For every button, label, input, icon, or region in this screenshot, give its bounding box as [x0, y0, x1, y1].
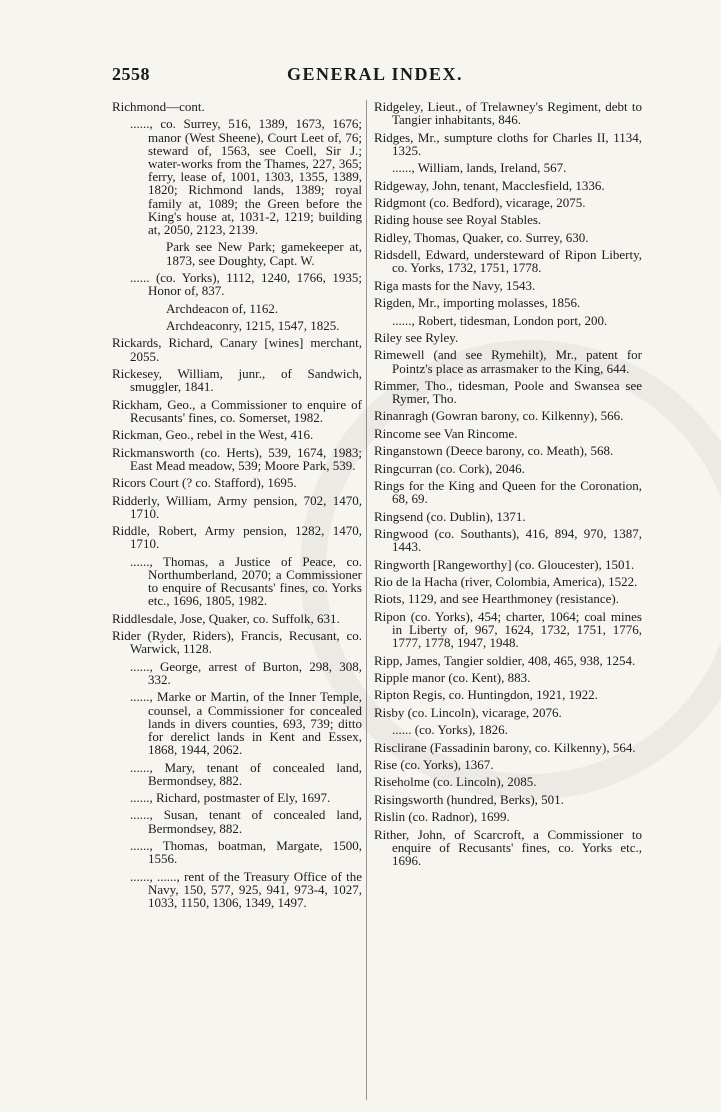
index-entry: Ridges, Mr., sumpture cloths for Charles II, 1134, 1325.: [374, 129, 642, 158]
index-entry: Ridgeley, Lieut., of Trelawney's Regiment, debt to Tangier inhabitants, 846.: [374, 99, 642, 128]
index-entry: Risby (co. Lincoln), vicarage, 2076.: [374, 704, 562, 720]
index-entry: Park see New Park; gamekeeper at, 1873, see Doughty, Capt. W.: [166, 239, 362, 268]
index-entry: Rings for the King and Queen for the Coronation, 68, 69.: [374, 478, 642, 507]
index-entry: Rickmansworth (co. Herts), 539, 1674, 1983; East Mead meadow, 539; Moore Park, 539.: [112, 444, 362, 473]
index-entry: Rise (co. Yorks), 1367.: [374, 756, 494, 772]
index-entry: Rislin (co. Radnor), 1699.: [374, 809, 510, 825]
index-entry: ......, co. Surrey, 516, 1389, 1673, 1676; manor (West Sheene), Court Leet of, 76; steward of, 1563, see Coell, Sir J.; water-works from the Thames, 227, 365; ferry, lease of, 1001, 1303, 1355, 1389, 1820; Richmond lands, 1389; royal family at, 1089; the Green before the King's house at, 1031-2, 1219; building at, 2050, 2123, 2139.: [130, 116, 362, 238]
index-entry: Riddlesdale, Jose, Quaker, co. Suffolk, 631.: [112, 610, 340, 626]
index-entry: Ripton Regis, co. Huntingdon, 1921, 1922.: [374, 687, 598, 703]
index-entry: ...... (co. Yorks), 1826.: [392, 722, 508, 738]
index-entry: ......, Thomas, boatman, Margate, 1500, 1556.: [130, 838, 362, 867]
index-entry: ......, Richard, postmaster of Ely, 1697.: [130, 790, 331, 806]
page-number: 2558: [112, 64, 150, 84]
index-entry: Rickards, Richard, Canary [wines] merchant, 2055.: [112, 335, 362, 364]
page-header: [112, 64, 652, 90]
index-entry: ......, ......, rent of the Treasury Office of the Navy, 150, 577, 925, 941, 973-4, 1027, 1033, 1150, 1306, 1349, 1497.: [130, 868, 362, 911]
index-entry: Rickham, Geo., a Commissioner to enquire of Recusants' fines, co. Somerset, 1982.: [112, 396, 362, 425]
index-entry: Rigden, Mr., importing molasses, 1856.: [374, 295, 581, 311]
index-entry: Archdeaconry, 1215, 1547, 1825.: [166, 317, 340, 333]
index-entry: Archdeacon of, 1162.: [166, 300, 279, 316]
index-entry: Rinanragh (Gowran barony, co. Kilkenny), 566.: [374, 408, 624, 424]
index-entry: Richmond—cont.: [112, 99, 205, 114]
index-entry: ......, Robert, tidesman, London port, 200.: [392, 312, 608, 328]
index-entry: Ricors Court (? co. Stafford), 1695.: [112, 475, 297, 491]
index-entry: Ripp, James, Tangier soldier, 408, 465, 938, 1254.: [374, 652, 636, 668]
index-entry: Ripon (co. Yorks), 454; charter, 1064; coal mines in Liberty of, 967, 1624, 1732, 1751, 1776, 1777, 1778, 1947, 1948.: [374, 608, 642, 651]
index-entry: ......, George, arrest of Burton, 298, 308, 332.: [130, 658, 362, 687]
index-entry: Risclirane (Fassadinin barony, co. Kilkenny), 564.: [374, 739, 636, 755]
index-entry: Ridley, Thomas, Quaker, co. Surrey, 630.: [374, 229, 589, 245]
index-entry: ......, Susan, tenant of concealed land, Bermondsey, 882.: [130, 807, 362, 836]
index-entry: ......, Mary, tenant of concealed land, Bermondsey, 882.: [130, 759, 362, 788]
index-entry: Riddle, Robert, Army pension, 1282, 1470, 1710.: [112, 523, 362, 552]
index-entry: ...... (co. Yorks), 1112, 1240, 1766, 1935; Honor of, 837.: [130, 270, 362, 299]
index-entry: Risingsworth (hundred, Berks), 501.: [374, 791, 564, 807]
index-entry: ......, Marke or Martin, of the Inner Temple, counsel, a Commissioner for concealed lands in divers counties, 693, 739; ditto for derelict lands in Kent and Essex, 1868, 1944, 2062.: [130, 689, 362, 758]
index-entry: Ridgmont (co. Bedford), vicarage, 2075.: [374, 194, 586, 210]
index-entry: Rimewell (and see Rymehilt), Mr., patent for Pointz's place as arrasmaker to the King, 644.: [374, 347, 642, 376]
index-entry: Ringcurran (co. Cork), 2046.: [374, 460, 525, 476]
index-entry: Rincome see Van Rincome.: [374, 425, 518, 441]
index-entry: Rickesey, William, junr., of Sandwich, smuggler, 1841.: [112, 365, 362, 395]
index-entry: ......, William, lands, Ireland, 567.: [392, 160, 567, 176]
index-entry: Rither, John, of Scarcroft, a Commissioner to enquire of Recusants' fines, co. Yorks etc., 1696.: [374, 826, 642, 868]
right-index-column: [374, 100, 642, 871]
index-entry: Ringwood (co. Southants), 416, 894, 970, 1387, 1443.: [374, 526, 642, 555]
index-entry: Riga masts for the Navy, 1543.: [374, 277, 536, 293]
index-entry: Riley see Ryley.: [374, 329, 459, 345]
index-entry: Ridsdell, Edward, understeward of Ripon Liberty, co. Yorks, 1732, 1751, 1778.: [374, 247, 642, 276]
running-title: GENERAL INDEX.: [287, 64, 464, 84]
index-entry: Riseholme (co. Lincoln), 2085.: [374, 774, 537, 790]
left-index-column: [112, 100, 362, 913]
index-entry: Ringsend (co. Dublin), 1371.: [374, 508, 526, 524]
index-entry: Rimmer, Tho., tidesman, Poole and Swansea see Rymer, Tho.: [374, 377, 642, 407]
index-entry: Riding house see Royal Stables.: [374, 212, 542, 228]
index-entry: Ridgeway, John, tenant, Macclesfield, 1336.: [374, 177, 605, 193]
column-divider: [366, 100, 367, 1100]
index-entry: Riots, 1129, and see Hearthmoney (resistance).: [374, 591, 620, 607]
index-entry: ......, Thomas, a Justice of Peace, co. Northumberland, 2070; a Commissioner to enquire of Recusants' fines, co. Yorks etc., 1696, 1805, 1982.: [130, 553, 362, 609]
index-entry: Ringworth [Rangeworthy] (co. Gloucester), 1501.: [374, 556, 635, 572]
index-entry: Rider (Ryder, Riders), Francis, Recusant, co. Warwick, 1128.: [112, 628, 362, 657]
index-entry: Rickman, Geo., rebel in the West, 416.: [112, 427, 314, 443]
index-entry: Rio de la Hacha (river, Colombia, America), 1522.: [374, 574, 638, 590]
index-entry: Ridderly, William, Army pension, 702, 1470, 1710.: [112, 492, 362, 521]
index-entry: Ringanstown (Deece barony, co. Meath), 568.: [374, 443, 614, 459]
index-entry: Ripple manor (co. Kent), 883.: [374, 669, 531, 685]
